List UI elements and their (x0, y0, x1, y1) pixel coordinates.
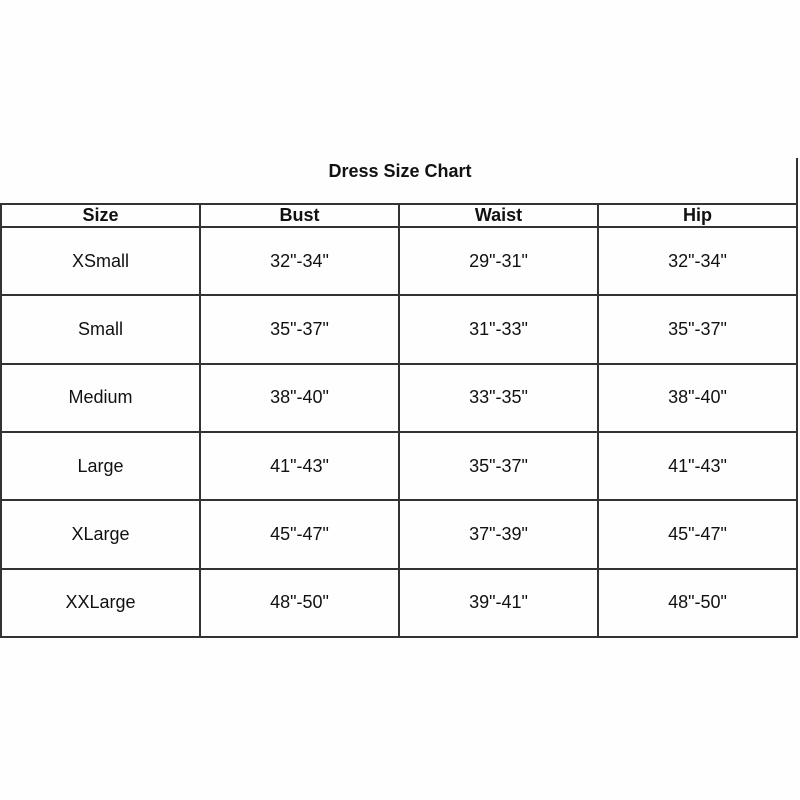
table-row-medium (1, 364, 797, 432)
header-row (1, 204, 797, 227)
size-chart-table (0, 203, 798, 638)
cell-bust-value: 48"-50" (200, 569, 399, 637)
cell-size-label: Small (1, 295, 200, 363)
cell-waist-value: 29"-31" (399, 227, 598, 295)
cell-hip-value: 45"-47" (598, 500, 797, 568)
table-header (1, 204, 797, 227)
cell-hip-value: 48"-50" (598, 569, 797, 637)
page-title: Dress Size Chart (328, 161, 472, 181)
cell-bust-value: 45"-47" (200, 500, 399, 568)
cell-size-label: Large (1, 432, 200, 500)
header-cell-bust: Bust (200, 204, 399, 227)
cell-hip-value: 32"-34" (598, 227, 797, 295)
table-body (1, 227, 797, 637)
table-row-xlarge (1, 500, 797, 568)
cell-waist-value: 33"-35" (399, 364, 598, 432)
header-cell-size: Size (1, 204, 200, 227)
header-cell-hip: Hip (598, 204, 797, 227)
table-row-xsmall (1, 227, 797, 295)
table-row-large (1, 432, 797, 500)
table-row-xxlarge (1, 569, 797, 637)
table-row-small (1, 295, 797, 363)
cell-size-label: XXLarge (1, 569, 200, 637)
cell-hip-value: 41"-43" (598, 432, 797, 500)
cell-waist-value: 35"-37" (399, 432, 598, 500)
cell-hip-value: 38"-40" (598, 364, 797, 432)
header-cell-waist: Waist (399, 204, 598, 227)
right-frame-line (796, 158, 798, 205)
cell-bust-value: 32"-34" (200, 227, 399, 295)
cell-size-label: Medium (1, 364, 200, 432)
cell-waist-value: 37"-39" (399, 500, 598, 568)
cell-bust-value: 38"-40" (200, 364, 399, 432)
cell-bust-value: 41"-43" (200, 432, 399, 500)
cell-waist-value: 31"-33" (399, 295, 598, 363)
cell-hip-value: 35"-37" (598, 295, 797, 363)
cell-bust-value: 35"-37" (200, 295, 399, 363)
cell-waist-value: 39"-41" (399, 569, 598, 637)
cell-size-label: XLarge (1, 500, 200, 568)
cell-size-label: XSmall (1, 227, 200, 295)
